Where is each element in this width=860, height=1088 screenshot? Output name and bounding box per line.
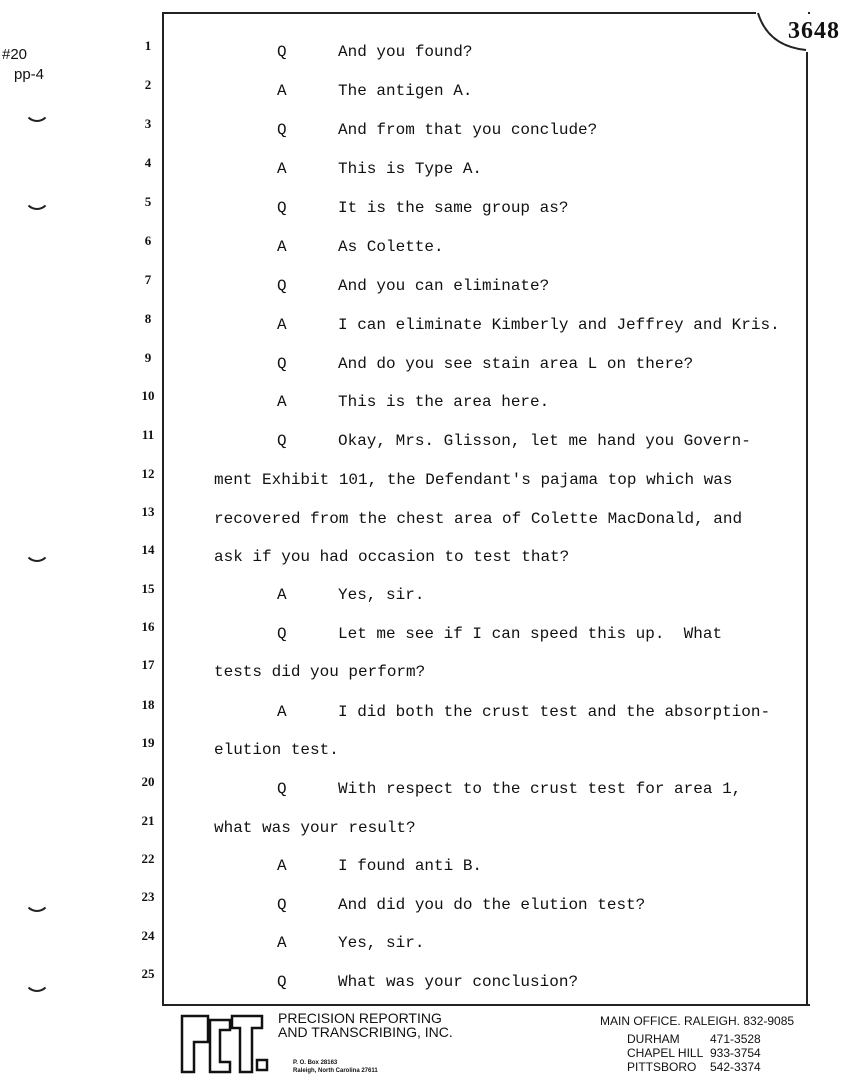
transcript-line: Yes, sir. bbox=[338, 586, 425, 604]
line-number: 3 bbox=[144, 116, 152, 131]
margin-note-exhibit: #20 bbox=[2, 46, 28, 63]
line-number: 14 bbox=[141, 542, 155, 557]
punch-hole-mark bbox=[24, 96, 50, 122]
line-number: 2 bbox=[144, 77, 152, 92]
speaker-label: A bbox=[277, 238, 287, 256]
line-number: 22 bbox=[141, 851, 155, 866]
transcript-line: This is Type A. bbox=[338, 160, 483, 178]
transcript-line: ment Exhibit 101, the Defendant's pajama top which was bbox=[214, 471, 733, 489]
transcript-line: I did both the crust test and the absorption- bbox=[338, 703, 771, 721]
speaker-label: Q bbox=[277, 121, 287, 139]
line-number: 6 bbox=[144, 233, 152, 248]
speaker-label: A bbox=[277, 393, 287, 411]
line-number: 10 bbox=[141, 388, 155, 403]
firm-name-line2: AND TRANSCRIBING, INC. bbox=[278, 1024, 453, 1040]
line-number: 20 bbox=[141, 774, 155, 789]
speaker-label: A bbox=[277, 160, 287, 178]
line-number: 25 bbox=[141, 966, 155, 981]
speaker-label: A bbox=[277, 857, 287, 875]
transcript-line: I found anti B. bbox=[338, 857, 483, 875]
pt-logo bbox=[180, 1012, 270, 1076]
office-city: DURHAM bbox=[627, 1032, 680, 1046]
line-number: 16 bbox=[141, 619, 155, 634]
transcript-line: The antigen A. bbox=[338, 82, 473, 100]
transcript-line: As Colette. bbox=[338, 238, 444, 256]
office-city: PITTSBORO bbox=[627, 1060, 697, 1074]
speaker-label: Q bbox=[277, 896, 287, 914]
line-number: 12 bbox=[141, 466, 155, 481]
transcript-line: And from that you conclude? bbox=[338, 121, 598, 139]
speaker-label: A bbox=[277, 703, 287, 721]
speaker-label: Q bbox=[277, 277, 287, 295]
office-city: CHAPEL HILL bbox=[627, 1046, 704, 1060]
office-phone: 933-3754 bbox=[710, 1046, 761, 1060]
line-number: 15 bbox=[141, 581, 155, 596]
transcript-line: What was your conclusion? bbox=[338, 973, 579, 991]
transcript-line: ask if you had occasion to test that? bbox=[214, 548, 570, 566]
punch-hole-mark bbox=[24, 966, 50, 992]
transcript-line: This is the area here. bbox=[338, 393, 550, 411]
transcript-line: recovered from the chest area of Colette MacDonald, and bbox=[214, 510, 743, 528]
transcript-line: And you can eliminate? bbox=[338, 277, 550, 295]
line-number: 17 bbox=[141, 657, 155, 672]
margin-note-pages: pp-4 bbox=[14, 66, 45, 83]
punch-hole-mark bbox=[24, 886, 50, 912]
transcript-line: tests did you perform? bbox=[214, 663, 426, 681]
transcript-frame bbox=[162, 12, 810, 1006]
firm-address-line2: Raleigh, North Carolina 27611 bbox=[293, 1068, 378, 1074]
speaker-label: Q bbox=[277, 199, 287, 217]
speaker-label: A bbox=[277, 82, 287, 100]
speaker-label: Q bbox=[277, 432, 287, 450]
speaker-label: A bbox=[277, 316, 287, 334]
punch-hole-mark bbox=[24, 184, 50, 210]
firm-address-line1: P. O. Box 28163 bbox=[293, 1060, 338, 1066]
transcript-line: It is the same group as? bbox=[338, 199, 569, 217]
speaker-label: Q bbox=[277, 973, 287, 991]
transcript-frame-right bbox=[806, 50, 808, 1004]
line-number: 7 bbox=[144, 272, 152, 287]
transcript-line: I can eliminate Kimberly and Jeffrey and Kris. bbox=[338, 316, 780, 334]
transcript-line: And did you do the elution test? bbox=[338, 896, 646, 914]
transcript-line: Okay, Mrs. Glisson, let me hand you Govern- bbox=[338, 432, 751, 450]
firm-name-line1: PRECISION REPORTING bbox=[278, 1010, 442, 1026]
punch-hole-mark bbox=[24, 536, 50, 562]
line-number: 19 bbox=[141, 735, 155, 750]
line-number: 11 bbox=[141, 427, 155, 442]
line-number: 21 bbox=[141, 813, 155, 828]
speaker-label: Q bbox=[277, 355, 287, 373]
line-number: 24 bbox=[141, 928, 155, 943]
line-number: 8 bbox=[144, 311, 152, 326]
line-number: 9 bbox=[144, 350, 152, 365]
transcript-line: what was your result? bbox=[214, 819, 416, 837]
transcript-line: elution test. bbox=[214, 741, 339, 759]
transcript-line: And you found? bbox=[338, 43, 473, 61]
speaker-label: Q bbox=[277, 780, 287, 798]
line-number: 5 bbox=[144, 194, 152, 209]
transcript-line: With respect to the crust test for area 1, bbox=[338, 780, 742, 798]
page-number: 3648 bbox=[788, 18, 840, 44]
line-number: 13 bbox=[141, 504, 155, 519]
office-phone: 471-3528 bbox=[710, 1032, 761, 1046]
speaker-label: A bbox=[277, 934, 287, 952]
office-phone: 542-3374 bbox=[710, 1060, 761, 1074]
speaker-label: Q bbox=[277, 43, 287, 61]
transcript-line: And do you see stain area L on there? bbox=[338, 355, 694, 373]
transcript-line: Yes, sir. bbox=[338, 934, 425, 952]
line-number: 23 bbox=[141, 889, 155, 904]
speaker-label: A bbox=[277, 586, 287, 604]
line-number: 4 bbox=[144, 155, 152, 170]
transcript-line: Let me see if I can speed this up. What bbox=[338, 625, 723, 643]
speaker-label: Q bbox=[277, 625, 287, 643]
line-number: 18 bbox=[141, 697, 155, 712]
main-office: MAIN OFFICE. RALEIGH. 832-9085 bbox=[600, 1014, 795, 1028]
line-number: 1 bbox=[144, 38, 152, 53]
